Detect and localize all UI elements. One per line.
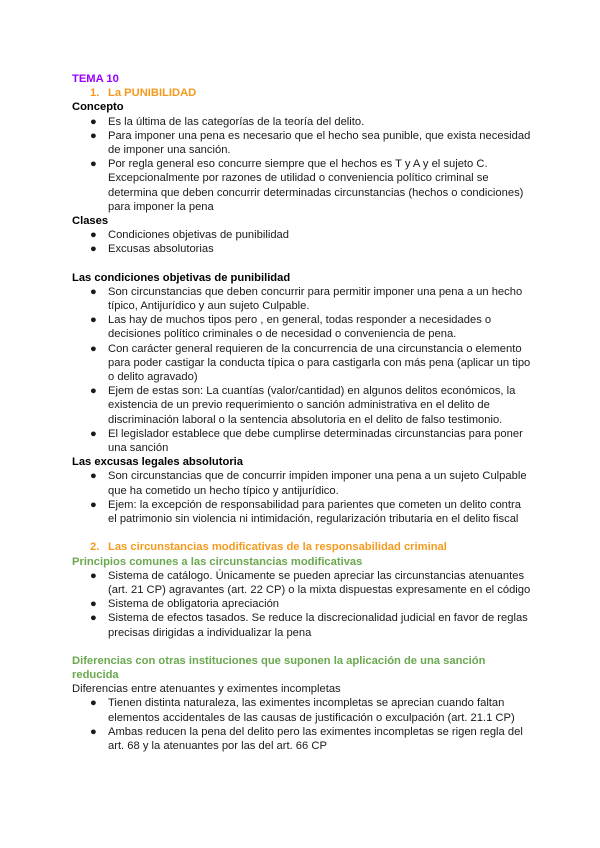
list-item: ● Las hay de muchos tipos pero , en general, todas responder a necesidades o decisiones político criminales o de necesidad o conveniencia de pena. [90,314,492,341]
condiciones-list [72,285,532,455]
list-item: ● Sistema de obligatoria apreciación [90,598,280,611]
list-item: ● Es la última de las categorías de la teoría del delito. [90,115,365,128]
bullet-dot-icon: ● [90,427,97,440]
section-2-heading [72,540,532,554]
list-item: ● Sistema de efectos tasados. Se reduce la discrecionalidad judicial en favor de reglas precisas dirigidas a individualizar la pena [90,612,528,639]
list-item: ● Ejem de estas son: La cuantías (valor/cantidad) en algunos delitos económicos, la existencia de un previo requerimiento o sanción administrativa en el delito de discriminación laboral o la sentencia absolutoria en el delito de falso testimonio. [90,385,516,426]
bullet-dot-icon: ● [90,697,97,710]
list-item: ● Sistema de catálogo. Únicamente se pueden apreciar las circunstancias atenuantes (art. 21 CP) agravantes (art. 22 CP) o la mixta dispuestas expresamente en el código [90,569,531,596]
list-item: ● Con carácter general requieren de la concurrencia de una circunstancia o elemento para poder castigar la conducta típica o para castigarla con más pena (aplicar un tipo o delito agravado) [90,342,531,384]
spacer [72,640,532,654]
bullet-dot-icon: ● [90,725,97,738]
section-2-title: Las circunstancias modificativas de la responsabilidad criminal [108,541,447,554]
bullet-dot-icon: ● [90,158,97,171]
bullet-dot-icon: ● [90,385,97,398]
section-1-number: 1. [90,87,100,100]
list-item: ● Excusas absolutorias [90,243,214,256]
condiciones-heading: Las condiciones objetivas de punibilidad [72,271,291,284]
excusas-list [72,469,532,526]
concepto-heading: Concepto [72,101,124,114]
bullet-dot-icon: ● [90,569,97,582]
clases-list [72,228,532,256]
tema-title: TEMA 10 [72,73,119,85]
list-item: ● Ejem: la excepción de responsabilidad para parientes que cometen un delito contra el patrimonio sin violencia ni intimidación, regularización tributaria en el delito fiscal [90,498,521,526]
list-item: ● El legislador establece que debe cumplirse determinadas circunstancias para poner una sanción [90,427,523,455]
bullet-dot-icon: ● [90,115,97,128]
section-1-title: La PUNIBILIDAD [108,87,197,100]
list-item: ● Son circunstancias que de concurrir impiden imponer una pena a un sujeto Culpable que ha cometido un hecho típico y antijurídico. [90,470,527,497]
concepto-list [72,115,532,214]
bullet-dot-icon: ● [90,243,97,256]
bullet-dot-icon: ● [90,470,97,483]
diferencias-heading: Diferencias con otras instituciones que suponen la aplicación de una sanción reducida [72,654,486,681]
principios-list [72,569,532,640]
list-item: ● Por regla general eso concurre siempre que el hechos es T y A y el sujeto C. Excepcionalmente por razones de utilidad o conveniencia político criminal se determina que deben concurrir determinadas circunstancias (hechos o condiciones) para imponer la pena [90,158,524,213]
diferencias-subheading: Diferencias entre atenuantes y eximentes incompletas [72,683,341,696]
bullet-dot-icon: ● [90,129,97,142]
list-item: ● Condiciones objetivas de punibilidad [90,229,289,242]
list-item: ● Tienen distinta naturaleza, las eximentes incompletas se aprecian cuando faltan elementos accidentales de las causas de justificación o exculpación (art. 21.1 CP) [90,697,515,724]
section-2-number: 2. [90,541,100,554]
bullet-dot-icon: ● [90,612,97,625]
excusas-heading: Las excusas legales absolutoria [72,456,244,469]
spacer [72,257,532,271]
list-item: ● Son circunstancias que deben concurrir para permitir imponer una pena a un hecho típico, Antijurídico y aun sujeto Culpable. [90,285,523,313]
bullet-dot-icon: ● [90,342,97,355]
principios-heading: Principios comunes a las circunstancias modificativas [72,555,363,568]
document-body [72,72,532,753]
bullet-dot-icon: ● [90,498,97,511]
clases-heading: Clases [72,215,109,228]
section-1-heading [72,86,532,100]
list-item: ● Ambas reducen la pena del delito pero las eximentes incompletas se rigen regla del art. 68 y la atenuantes por las del art. 66 CP [90,725,523,752]
bullet-dot-icon: ● [90,598,97,611]
bullet-dot-icon: ● [90,285,97,298]
diferencias-list [72,696,532,753]
spacer [72,526,532,540]
bullet-dot-icon: ● [90,229,97,242]
bullet-dot-icon: ● [90,314,97,327]
list-item: ● Para imponer una pena es necesario que el hecho sea punible, que exista necesidad de imponer una sanción. [90,129,531,157]
